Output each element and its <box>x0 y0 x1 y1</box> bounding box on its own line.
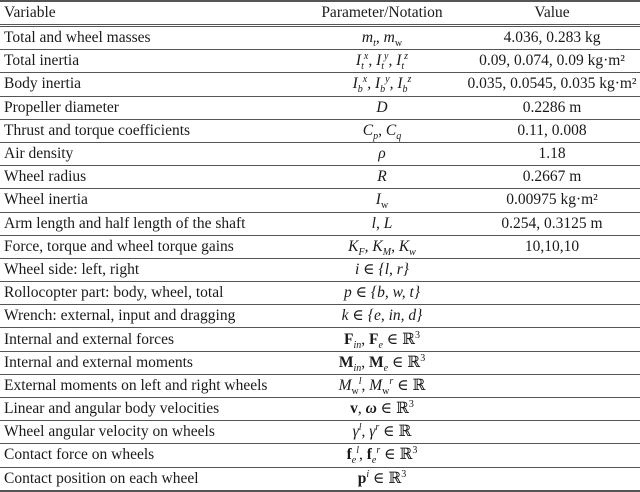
header-notation: Parameter/Notation <box>300 2 464 26</box>
value-cell: 0.035, 0.0545, 0.035 kg·m² <box>464 73 640 96</box>
table-row <box>0 282 640 305</box>
variable-cell: Wheel side: left, right <box>0 258 300 281</box>
variable-cell: Linear and angular body velocities <box>0 398 300 421</box>
value-cell: 0.2286 m <box>464 96 640 119</box>
notation-cell: $F_{in}$, $F_e$ ∈ ℝ$^3$ <box>300 328 464 351</box>
value-cell <box>464 467 640 491</box>
table-row <box>0 258 640 281</box>
notation-cell: $I_w$ <box>300 189 464 212</box>
notation-cell: ρ <box>300 142 464 165</box>
notation-cell: $K_F$, $K_M$, $K_w$ <box>300 235 464 258</box>
notation-cell: $p^i$ ∈ ℝ$^3$ <box>300 467 464 491</box>
value-cell: 1.18 <box>464 142 640 165</box>
table-row <box>0 189 640 212</box>
value-cell <box>464 374 640 397</box>
table-row <box>0 73 640 96</box>
notation-cell: $\gamma^l$, $\gamma^r$ ∈ ℝ <box>300 421 464 444</box>
table-row <box>0 305 640 328</box>
table-row <box>0 328 640 351</box>
value-cell <box>464 351 640 374</box>
table-row <box>0 467 640 491</box>
variable-cell: Body inertia <box>0 73 300 96</box>
table-row <box>0 50 640 73</box>
value-cell: 4.036, 0.283 kg <box>464 26 640 50</box>
variable-cell: Thrust and torque coefficients <box>0 119 300 142</box>
variable-cell: Wheel inertia <box>0 189 300 212</box>
notation-cell: $C_p$, $C_q$ <box>300 119 464 142</box>
variable-cell: Total inertia <box>0 50 300 73</box>
notation-cell: $f_e^l$, $f_e^r$ ∈ ℝ$^3$ <box>300 444 464 467</box>
variable-cell: Contact position on each wheel <box>0 467 300 491</box>
table-row <box>0 212 640 235</box>
variable-cell: Wrench: external, input and dragging <box>0 305 300 328</box>
variable-cell: External moments on left and right wheels <box>0 374 300 397</box>
notation-cell: R <box>300 166 464 189</box>
value-cell: 0.09, 0.074, 0.09 kg·m² <box>464 50 640 73</box>
value-cell: 0.00975 kg·m² <box>464 189 640 212</box>
variable-cell: Propeller diameter <box>0 96 300 119</box>
notation-cell: k ∈ {e, in, d} <box>300 305 464 328</box>
variable-cell: Wheel angular velocity on wheels <box>0 421 300 444</box>
variable-cell: Internal and external forces <box>0 328 300 351</box>
notation-cell: l, L <box>300 212 464 235</box>
notation-cell: $M_{in}$, $M_e$ ∈ ℝ$^3$ <box>300 351 464 374</box>
table-row <box>0 444 640 467</box>
notation-cell: D <box>300 96 464 119</box>
variable-cell: Total and wheel masses <box>0 26 300 50</box>
notation-cell: $I_t^x$, $I_t^y$, $I_t^z$ <box>300 50 464 73</box>
parameter-table <box>0 2 640 492</box>
value-cell <box>464 282 640 305</box>
value-cell <box>464 328 640 351</box>
header-value: Value <box>464 2 640 26</box>
variable-cell: Internal and external moments <box>0 351 300 374</box>
value-cell: 0.11, 0.008 <box>464 119 640 142</box>
notation-cell: $M_w^l$, $M_w^r$ ∈ ℝ <box>300 374 464 397</box>
value-cell: 0.2667 m <box>464 166 640 189</box>
table-row <box>0 26 640 50</box>
table-row <box>0 142 640 165</box>
notation-cell: $I_b^x$, $I_b^y$, $I_b^z$ <box>300 73 464 96</box>
header-variable: Variable <box>0 2 300 26</box>
table-row <box>0 421 640 444</box>
value-cell: 10,10,10 <box>464 235 640 258</box>
table-row <box>0 398 640 421</box>
value-cell <box>464 258 640 281</box>
table-row <box>0 235 640 258</box>
variable-cell: Force, torque and wheel torque gains <box>0 235 300 258</box>
variable-cell: Rollocopter part: body, wheel, total <box>0 282 300 305</box>
value-cell <box>464 444 640 467</box>
table-row <box>0 96 640 119</box>
notation-cell: p ∈ {b, w, t} <box>300 282 464 305</box>
variable-cell: Air density <box>0 142 300 165</box>
table-row <box>0 119 640 142</box>
notation-cell: $m_t$, $m_w$ <box>300 26 464 50</box>
table-row <box>0 166 640 189</box>
table-row <box>0 351 640 374</box>
notation-cell: v, ω ∈ ℝ$^3$ <box>300 398 464 421</box>
table-row <box>0 374 640 397</box>
value-cell <box>464 398 640 421</box>
value-cell <box>464 421 640 444</box>
value-cell <box>464 305 640 328</box>
variable-cell: Contact force on wheels <box>0 444 300 467</box>
value-cell: 0.254, 0.3125 m <box>464 212 640 235</box>
variable-cell: Arm length and half length of the shaft <box>0 212 300 235</box>
variable-cell: Wheel radius <box>0 166 300 189</box>
notation-cell: i ∈ {l, r} <box>300 258 464 281</box>
table-header-row <box>0 2 640 26</box>
